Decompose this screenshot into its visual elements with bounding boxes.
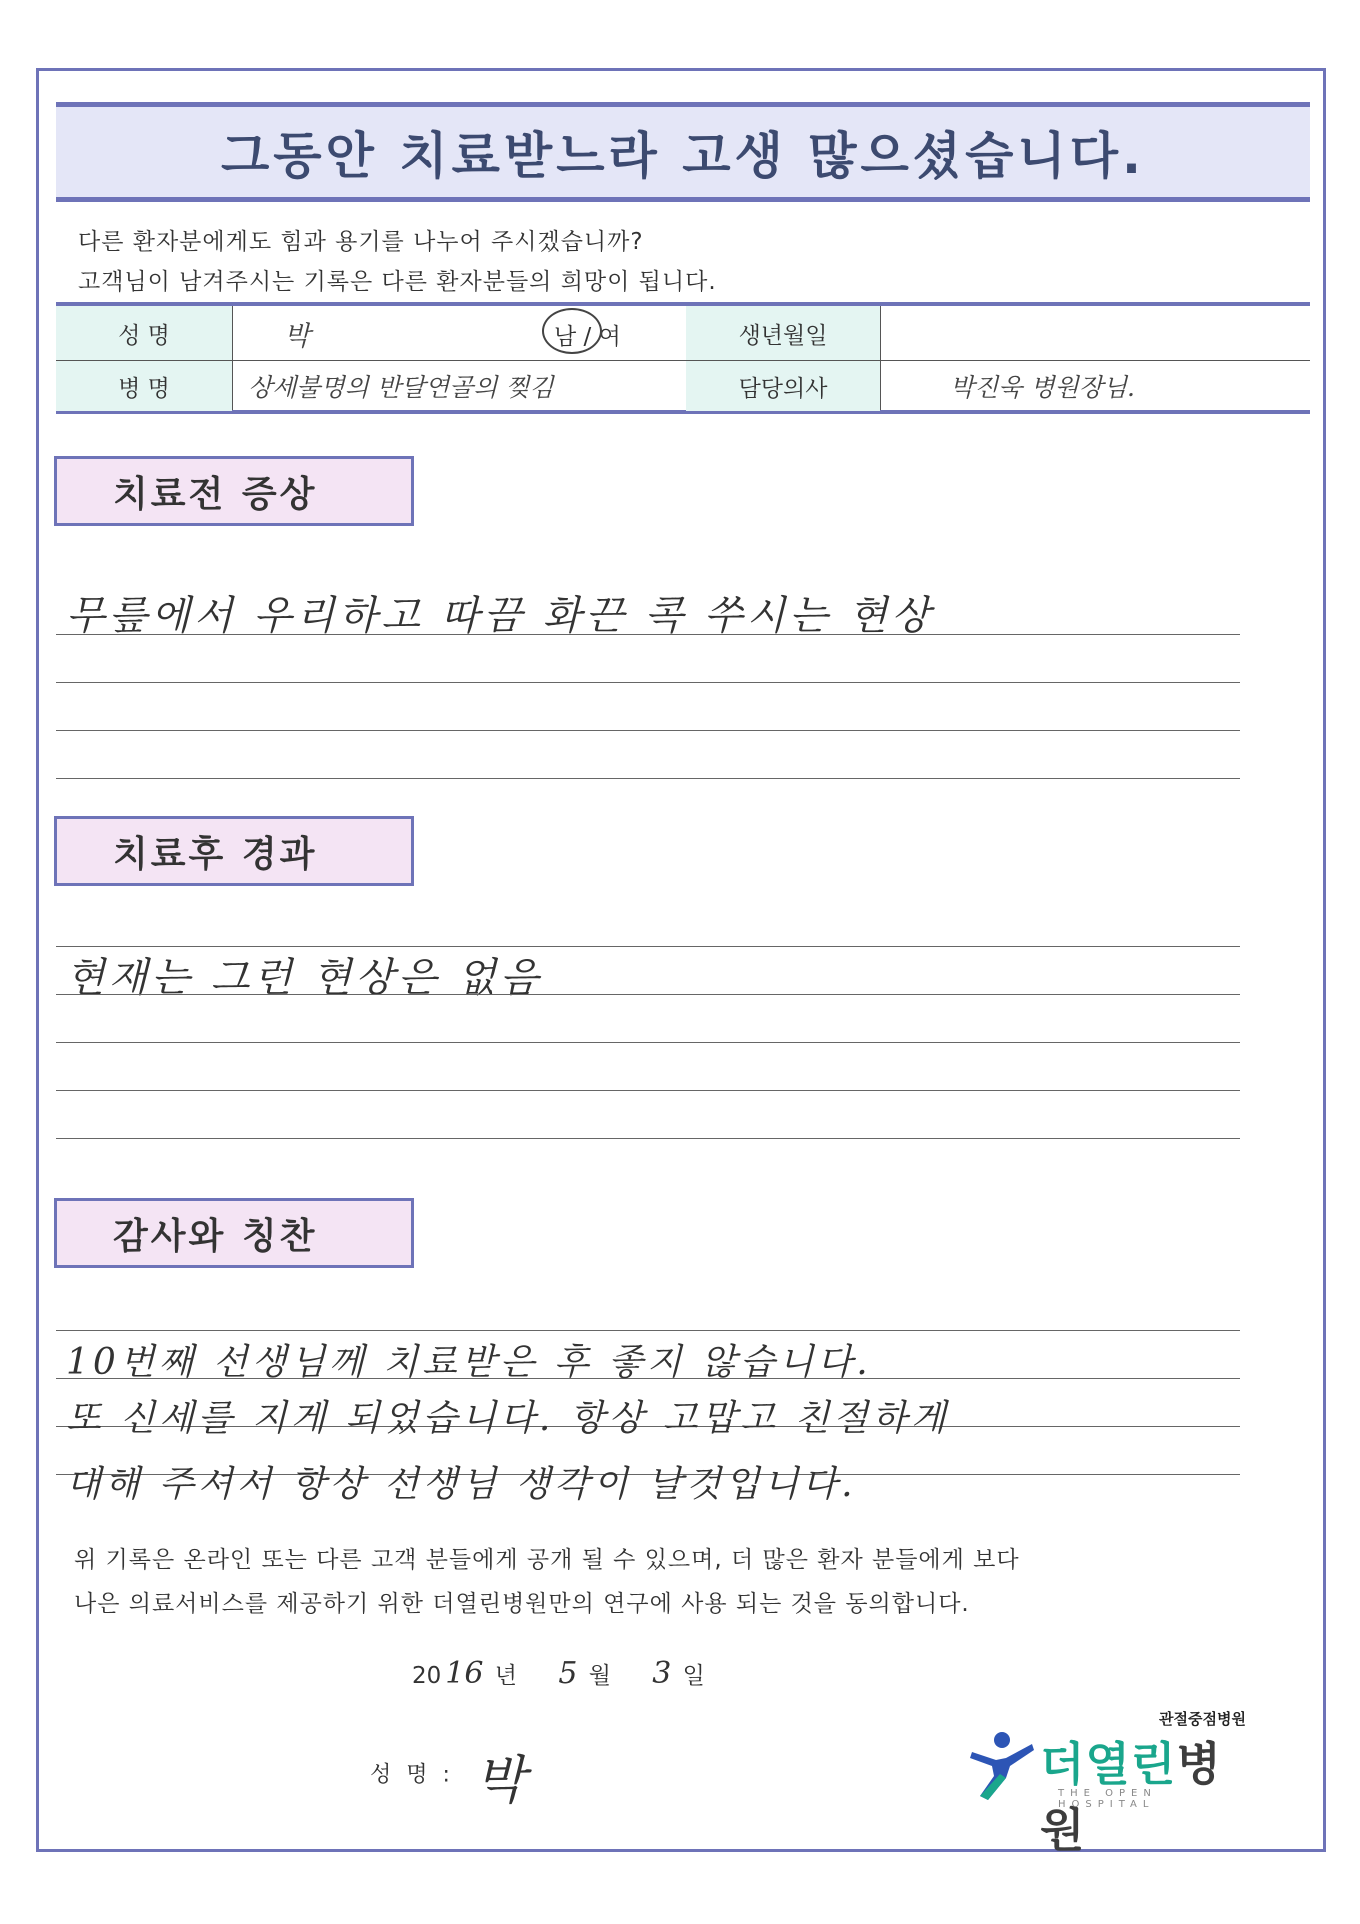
name-label: 성 명	[56, 306, 232, 360]
ruled-line	[56, 1138, 1240, 1139]
gender-male: 남	[554, 324, 577, 350]
date-day: 3	[652, 1656, 672, 1691]
ruled-line	[56, 778, 1240, 779]
open-hospital-icon	[966, 1730, 1038, 1804]
doctor-cell	[880, 361, 1310, 411]
date-day-unit: 일	[682, 1663, 705, 1689]
date-year: 16	[445, 1656, 484, 1691]
ruled-line	[56, 1330, 1240, 1331]
signature-row	[370, 1738, 525, 1813]
disease-value: 상세불명의 반달연골의 찢김	[248, 373, 554, 402]
consent-line-1: 위 기록은 온라인 또는 다른 고객 분들에게 공개 될 수 있으며, 더 많은 환자 분들에게 보다	[74, 1547, 1020, 1573]
logo-english: THE OPEN HOSPITAL	[1058, 1788, 1157, 1810]
ruled-line	[56, 946, 1240, 947]
doctor-value: 박진욱 병원장님.	[950, 373, 1135, 402]
date-year-unit: 년	[494, 1663, 517, 1689]
gender-female: 여	[598, 324, 621, 350]
ruled-line	[56, 682, 1240, 683]
section-before-title: 치료전 증상	[54, 456, 414, 526]
title-banner	[56, 102, 1310, 202]
consent-line-2: 나은 의료서비스를 제공하기 위한 더열린병원만의 연구에 사용 되는 것을 동의합니다.	[74, 1591, 970, 1617]
consent-text	[74, 1538, 1020, 1626]
birth-value	[880, 306, 1310, 360]
ruled-line	[56, 994, 1240, 995]
birth-label: 생년월일	[686, 306, 880, 360]
ruled-line	[56, 1090, 1240, 1091]
ruled-line	[56, 634, 1240, 635]
section-after-title: 치료후 경과	[54, 816, 414, 886]
thanks-line-1: 10번째 선생님께 치료받은 후 좋지 않습니다.	[66, 1342, 872, 1383]
signature-mark: 박	[474, 1751, 526, 1811]
date-row	[412, 1656, 705, 1691]
date-month: 5	[558, 1656, 578, 1691]
gender-circle-mark	[542, 308, 602, 354]
intro-line-1: 다른 환자분에게도 힘과 용기를 나누어 주시겠습니까?	[78, 229, 644, 255]
date-month-unit: 월	[588, 1663, 611, 1689]
hospital-logo	[966, 1708, 1246, 1857]
section-thanks-title: 감사와 칭찬	[54, 1198, 414, 1268]
logo-name-part2: 병원	[1040, 1737, 1222, 1857]
doctor-label: 담당의사	[686, 361, 880, 411]
thanks-line-2: 또 신세를 지게 되었습니다. 항상 고맙고 친절하게	[66, 1398, 950, 1439]
thanks-line-3: 대해 주셔서 항상 선생님 생각이 날것입니다.	[66, 1464, 857, 1505]
patient-info-table	[56, 302, 1310, 414]
disease-cell	[232, 361, 686, 411]
intro-text	[78, 222, 717, 302]
signature-label: 성 명 :	[370, 1762, 454, 1788]
name-cell	[232, 306, 686, 360]
page-title: 그동안 치료받느라 고생 많으셨습니다.	[220, 127, 1145, 185]
disease-label: 병 명	[56, 361, 232, 411]
ruled-line	[56, 730, 1240, 731]
logo-name-part1: 더열린	[1040, 1737, 1177, 1791]
ruled-line	[56, 1042, 1240, 1043]
before-symptom-text: 무릎에서 우리하고 따끔 화끈 콕 쑤시는 현상	[66, 593, 934, 639]
intro-line-2: 고객님이 남겨주시는 기록은 다른 환자분들의 희망이 됩니다.	[78, 269, 717, 295]
gender-separator: /	[583, 324, 592, 350]
logo-subtitle: 관절중점병원	[1159, 1710, 1246, 1728]
name-value: 박	[284, 320, 311, 352]
after-result-text: 현재는 그런 현상은 없음	[66, 955, 543, 1001]
date-century: 20	[412, 1663, 442, 1689]
